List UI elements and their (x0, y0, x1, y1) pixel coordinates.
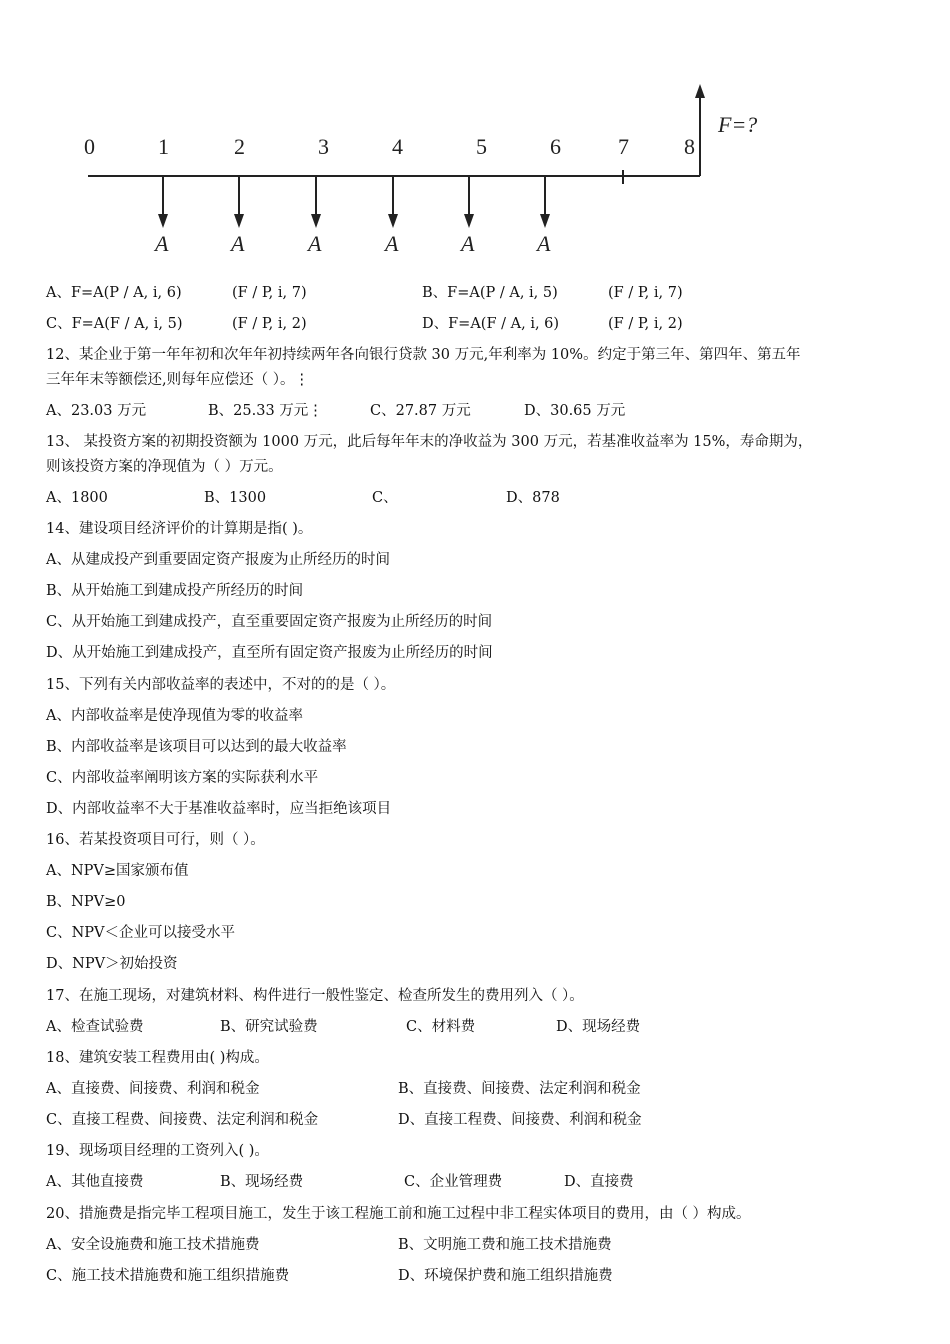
payment-arrow-3 (311, 176, 321, 228)
payment-arrow-5 (464, 176, 474, 228)
payment-arrow-2 (234, 176, 244, 228)
q14-option-a: A、从建成投产到重要固定资产报废为止所经历的时间 (46, 552, 390, 568)
payment-label-6: A (537, 231, 551, 256)
q15-stem: 15、下列有关内部收益率的表述中，不对的的是（ ）。 (46, 677, 396, 693)
payment-label-3: A (308, 231, 322, 256)
tick-0: 0 (84, 134, 95, 159)
payment-arrow-4 (388, 176, 398, 228)
q17-stem: 17、在施工现场，对建筑材料、构件进行一般性鉴定、检查所发生的费用列入（ ）。 (46, 988, 584, 1004)
q16-option-d: D、NPV＞初始投资 (46, 956, 178, 972)
q20-option-b: B、文明施工费和施工技术措施费 (398, 1237, 612, 1253)
q16-option-a: A、NPV≥国家颁布值 (46, 863, 189, 879)
q18-option-a: A、直接费、间接费、利润和税金 (46, 1081, 260, 1097)
q13-stem-1: 13、 某投资方案的初期投资额为 1000 万元，此后每年年末的净收益为 300 万元，若基准收益率为 15%，寿命期为， (46, 434, 813, 450)
tick-5: 5 (476, 134, 487, 159)
q15-option-d: D、内部收益率不大于基准收益率时，应当拒绝该项目 (46, 801, 392, 817)
q15-option-c: C、内部收益率阐明该方案的实际获利水平 (46, 770, 319, 786)
q20-stem: 20、措施费是指完毕工程项目施工，发生于该工程施工前和施工过程中非工程实体项目的费用，由（ ）构成。 (46, 1206, 751, 1222)
q19-option-b: B、现场经费 (220, 1174, 304, 1190)
q15-option-a: A、内部收益率是使净现值为零的收益率 (46, 708, 303, 724)
q19-option-d: D、直接费 (564, 1174, 634, 1190)
q14-option-b: B、从开始施工到建成投产所经历的时间 (46, 583, 304, 599)
q11-option-c: C、F=A(F / A, i, 5) (46, 316, 183, 332)
future-value-arrowhead (695, 84, 705, 98)
q14-option-c: C、从开始施工到建成投产，直至重要固定资产报废为止所经历的时间 (46, 614, 493, 630)
q13-option-c: C、 (372, 490, 398, 506)
q14-option-d: D、从开始施工到建成投产，直至所有固定资产报废为止所经历的时间 (46, 645, 493, 661)
cash-flow-diagram (60, 78, 780, 263)
q18-option-d: D、直接工程费、间接费、利润和税金 (398, 1112, 642, 1128)
q13-option-a: A、1800 (46, 490, 108, 506)
q11-option-b-factor: (F / P, i, 7) (608, 285, 683, 301)
q16-stem: 16、若某投资项目可行，则（ ）。 (46, 832, 265, 848)
q17-option-d: D、现场经费 (556, 1019, 641, 1035)
q16-option-b: B、NPV≥0 (46, 894, 126, 910)
q14-stem: 14、建设项目经济评价的计算期是指( )。 (46, 521, 313, 537)
tick-8: 8 (684, 134, 695, 159)
q19-option-c: C、企业管理费 (404, 1174, 503, 1190)
payment-label-5: A (461, 231, 475, 256)
q15-option-b: B、内部收益率是该项目可以达到的最大收益率 (46, 739, 347, 755)
tick-4: 4 (392, 134, 403, 159)
q12-option-a: A、23.03 万元 (46, 403, 147, 419)
tick-3: 3 (318, 134, 329, 159)
tick-6: 6 (550, 134, 561, 159)
payment-arrow-6 (540, 176, 550, 228)
q11-option-a: A、F=A(P / A, i, 6) (46, 285, 182, 301)
q12-stem-1: 12、某企业于第一年年初和次年年初持续两年各向银行贷款 30 万元,年利率为 10%。约定于第三年、第四年、第五年 (46, 347, 801, 363)
q19-stem: 19、现场项目经理的工资列入( )。 (46, 1143, 269, 1159)
q18-stem: 18、建筑安装工程费用由( )构成。 (46, 1050, 269, 1066)
tick-7: 7 (618, 134, 629, 159)
q16-option-c: C、NPV＜企业可以接受水平 (46, 925, 236, 941)
cash-flow-svg (60, 78, 780, 263)
tick-1: 1 (158, 134, 169, 159)
q20-option-a: A、安全设施费和施工技术措施费 (46, 1237, 260, 1253)
q12-stem-2: 三年年末等额偿还,则每年应偿还（ ）。⋮ (46, 372, 309, 388)
q11-option-c-factor: (F / P, i, 2) (232, 316, 307, 332)
payment-arrow-1 (158, 176, 168, 228)
q11-option-d-factor: (F / P, i, 2) (608, 316, 683, 332)
q13-stem-2: 则该投资方案的净现值为（ ）万元。 (46, 459, 283, 475)
q17-option-c: C、材料费 (406, 1019, 476, 1035)
q20-option-d: D、环境保护费和施工组织措施费 (398, 1268, 613, 1284)
payment-label-1: A (155, 231, 169, 256)
q17-option-b: B、研究试验费 (220, 1019, 318, 1035)
q11-option-b: B、F=A(P / A, i, 5) (422, 285, 558, 301)
q18-option-b: B、直接费、间接费、法定利润和税金 (398, 1081, 641, 1097)
q12-option-c: C、27.87 万元 (370, 403, 471, 419)
payment-label-2: A (231, 231, 245, 256)
q13-option-d: D、878 (506, 490, 560, 506)
future-value-label: F=? (718, 112, 758, 137)
payment-label-4: A (385, 231, 399, 256)
q19-option-a: A、其他直接费 (46, 1174, 144, 1190)
q13-option-b: B、1300 (204, 490, 267, 506)
q18-option-c: C、直接工程费、间接费、法定利润和税金 (46, 1112, 319, 1128)
q17-option-a: A、检查试验费 (46, 1019, 144, 1035)
q12-option-d: D、30.65 万元 (524, 403, 626, 419)
q12-option-b: B、25.33 万元⋮ (208, 403, 323, 419)
q11-option-d: D、F=A(F / A, i, 6) (422, 316, 560, 332)
q11-option-a-factor: (F / P, i, 7) (232, 285, 307, 301)
tick-2: 2 (234, 134, 245, 159)
q20-option-c: C、施工技术措施费和施工组织措施费 (46, 1268, 290, 1284)
